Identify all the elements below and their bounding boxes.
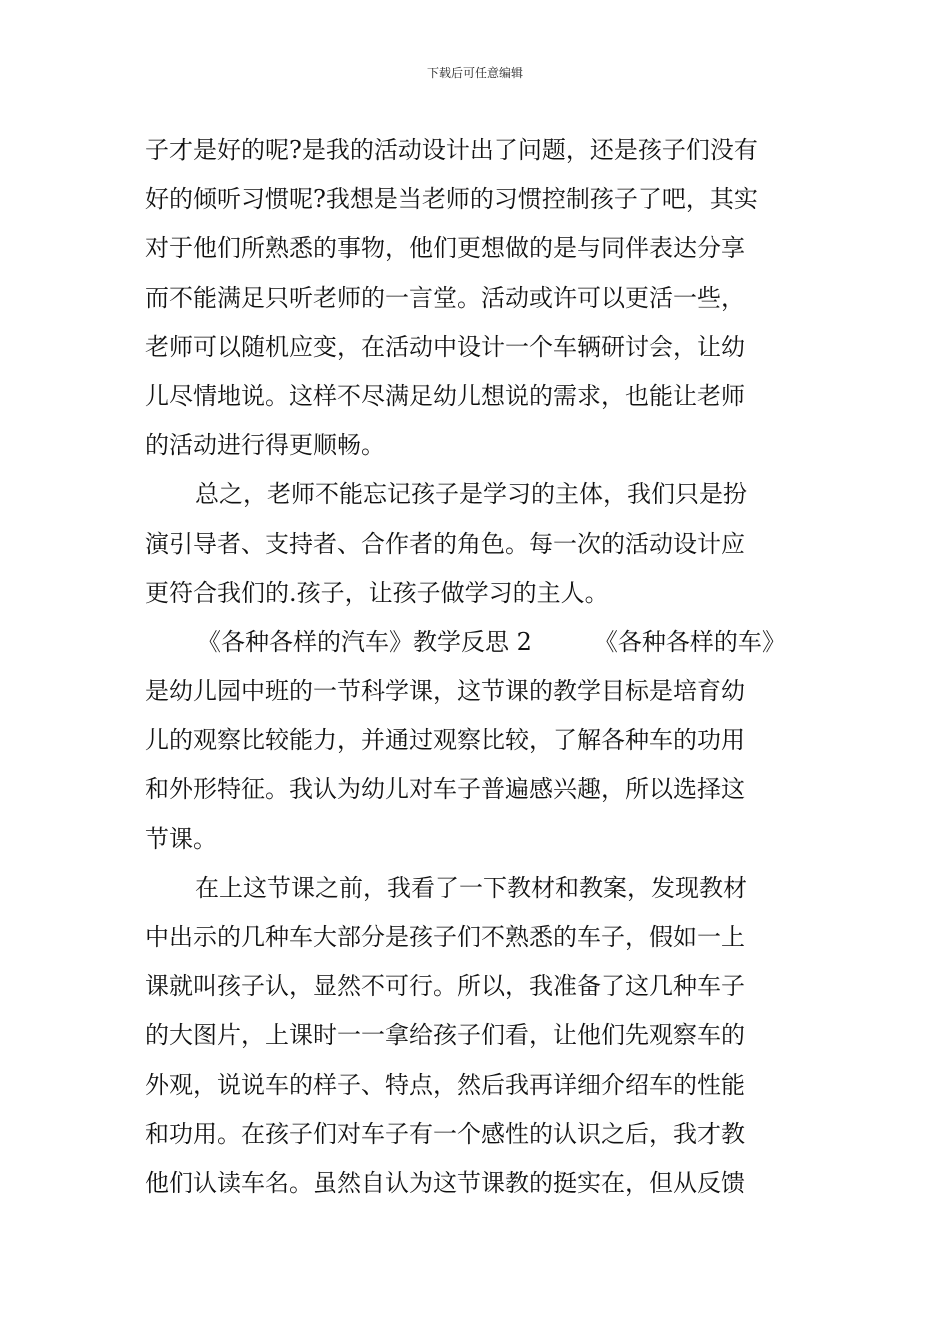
- text-line: 老师可以随机应变，在活动中设计一个车辆研讨会，让幼: [145, 332, 745, 361]
- text-line: 是幼儿园中班的一节科学课，这节课的教学目标是培育幼: [145, 677, 745, 706]
- document-body: [145, 126, 815, 1208]
- text-line: 和外形特征。我认为幼儿对车子普遍感兴趣，所以选择这: [145, 775, 745, 804]
- section-title-continuation: 《各种各样的车》: [593, 627, 786, 656]
- section-title: 《各种各样的汽车》教学反思 2: [197, 627, 532, 656]
- paragraph-start-line: 总之，老师不能忘记孩子是学习的主体，我们只是扮: [195, 480, 747, 509]
- text-line: 中出示的几种车大部分是孩子们不熟悉的车子，假如一上: [145, 923, 745, 951]
- text-line: 课就叫孩子认，显然不可行。所以，我准备了这几种车子: [145, 972, 745, 1001]
- text-line: 子才是好的呢?是我的活动设计出了问题，还是孩子们没有: [145, 136, 758, 164]
- text-line: 更符合我们的.孩子，让孩子做学习的主人。: [145, 578, 609, 607]
- page-header: 下载后可任意编辑: [426, 66, 523, 80]
- text-line: 而不能满足只听老师的一言堂。活动或许可以更活一些，: [145, 283, 745, 312]
- text-line: 好的倾听习惯呢?我想是当老师的习惯控制孩子了吧，其实: [145, 185, 758, 214]
- text-line: 对于他们所熟悉的事物，他们更想做的是与同伴表达分享: [145, 234, 745, 263]
- paragraph-start-line: 在上这节课之前，我看了一下教材和教案，发现教材: [195, 873, 747, 902]
- text-line: 演引导者、支持者、合作者的角色。每一次的活动设计应: [145, 529, 745, 558]
- text-line: 儿尽情地说。这样不尽满足幼儿想说的需求，也能让老师: [145, 381, 745, 410]
- text-line: 儿的观察比较能力，并通过观察比较，了解各种车的功用: [145, 726, 745, 755]
- text-line: 他们认读车名。虽然自认为这节课教的挺实在，但从反馈: [145, 1168, 745, 1197]
- text-line: 外观，说说车的样子、特点，然后我再详细介绍车的性能: [145, 1070, 745, 1099]
- text-line: 和功用。在孩子们对车子有一个感性的认识之后，我才教: [145, 1119, 745, 1148]
- text-line: 的活动进行得更顺畅。: [145, 431, 385, 460]
- text-line: 的大图片，上课时一一拿给孩子们看，让他们先观察车的: [145, 1021, 745, 1050]
- section-heading-line: [145, 618, 815, 667]
- text-line: 节课。: [145, 824, 217, 853]
